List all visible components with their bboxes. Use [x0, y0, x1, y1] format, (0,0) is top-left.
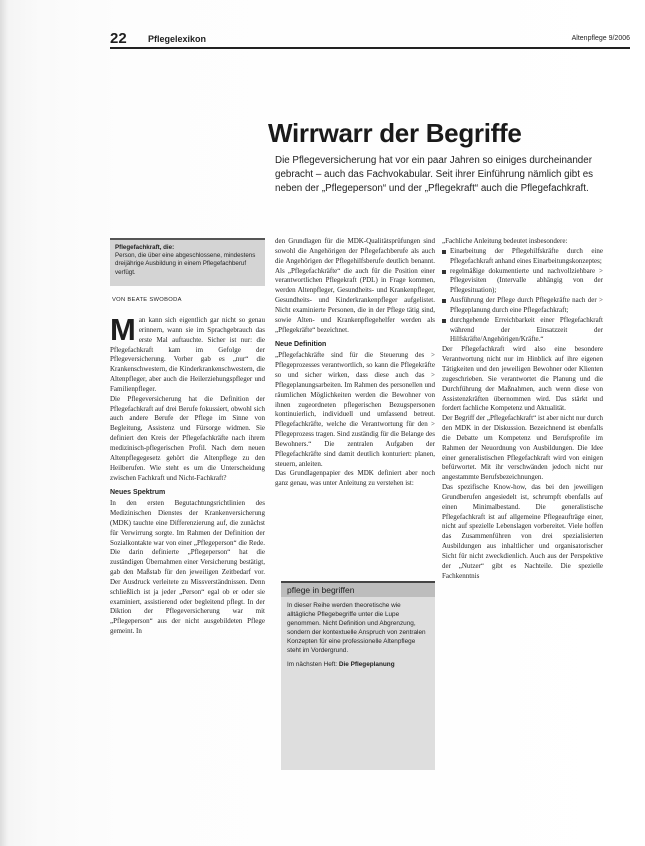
series-heading: pflege in begriffen: [281, 581, 435, 597]
series-body: [281, 597, 435, 770]
bullet-list: [442, 247, 603, 345]
column-1: [110, 316, 265, 816]
paragraph: Das Grundlagenpapier des MDK definiert aber noch ganz genau, was unter Anleitung zu verstehen ist:: [275, 469, 435, 488]
article-lead: Die Pflegeversicherung hat vor ein paar Jahren so einiges durcheinander gebracht – auch das Fachvokabular. Seit ihrer Einführung nämlich gibt es neben der „Pflegeperson“ und der „Pflegekraft“ auch die Pflegefachkraft.: [275, 155, 594, 194]
paragraph: Das spezifische Know-how, das bei den jeweiligen Grundberufen angesiedelt ist, schrumpft ebenfalls auf einen Minimalbestand. Die generalistische Pflegefachkraft ist auf allgemeine Pflegeaufträge einer, nicht auf spezielle Lebenslagen vorbereitet. Viele hoffen das Zusammenführen von drei spezialisierten Ausbildungen aus inhaltlicher und organisatorischer Sicht für nicht zweckdienlich. Auch aus der Perspektive der „Nutzer“ gibt es Nachteile. Die spezielle Fachkenntnis: [442, 483, 603, 580]
paragraph: Die Pflegeversicherung hat die Definition der Pflegefachkraft auf drei Berufe fokussiert, obwohl sich auch andere Berufe der Pflege im Sinne von Begleitung, Assistenz und Fürsorge widmen. Sie definiert den Kreis der Pflegefachkräfte nach ihrem medizinisch-pflegerischen Profil. Nach dem neuen Altenpflegegesetz gehört die Altenpflege zu den Heilberufen. Wie steht es um die Unterscheidung zwischen Fachkraft und Nicht-Fachkraft?: [110, 394, 265, 482]
paragraph: „Pflegefachkräfte sind für die Steuerung des > Pflegeprozesses verantwortlich, so kann die Pflegekräfte so und sicher wirken, dass diese auch das > Pflegeplanungsarbeiten. Im Rahmen des personellen und räumlichen Möglichkeiten werden die Bewohner von ihnen zugeordneten pflegerischen Bezugspersonen kontinuierlich, individuell und umfassend betreut. Pflegefachkräfte, welche die Verantwortung für den > Pflegeprozess tragen. Sind zuständig für die Belange des Bewohners.“ Die zentralen Aufgaben der Pflegefachkräfte sind damit deutlich konturiert: planen, steuern, anleiten.: [275, 351, 435, 468]
column-2: [275, 237, 435, 577]
subheading: Neues Spektrum: [110, 489, 166, 497]
list-item: Einarbeitung der Pflegehilfskräfte durch eine Pflegefachkraft anhand eines Einarbeitungskonzeptes;: [442, 247, 603, 267]
series-box: [281, 581, 435, 773]
article-title: Wirrwarr der Begriffe: [268, 118, 522, 148]
paragraph: den Grundlagen für die MDK-Qualitätsprüfungen sind sowohl die Angehörigen der Pflegefachberufe als auch die Angehörigen der Pflegehilfsberufe deutlich benannt. Als „Pflegefachkräfte“ die auch für die Position einer verantwortlichen Pflegekraft (PDL) in Frage kommen, werden Altenpfleger, Gesundheits- und Krankenpfleger, Gesundheits- und Kinderkrankenpfleger aufgelistet. Nicht examinierte Personen, die in der Pflege tätig sind, sowie Alten- und Krankenpflegehelfer werden als „Pflegekräfte“ bezeichnet.: [275, 237, 435, 334]
page-number: 22: [110, 30, 127, 47]
next-issue-label: Im nächsten Heft:: [287, 661, 339, 669]
paragraph: Der Begriff der „Pflegefachkraft“ ist aber nicht nur durch den MDK in der Diskussion. Bezeichnend ist ebenfalls die Debatte um Kompetenz und Berufsprofile im Rahmen der Neuordnung von Ausbildungen. Die Idee einer generalistischen Pflegefachkraft wird von einigen befürwortet. Mit ihr verschwänden jedoch nicht nur angestammte Berufsbezeichnungen.: [442, 414, 603, 482]
definition-text: Person, die über eine abgeschlossene, mindestens dreijährige Ausbildung in einem Pflegefachberuf verfügt.: [115, 252, 256, 276]
list-item: durchgehende Erreichbarkeit einer Pflegefachkraft während der Einsatzzeit der Hilfskräfte/Angehörigen/Kräfte.“: [442, 316, 603, 346]
drop-cap: M: [110, 316, 136, 347]
next-issue-topic: Die Pflegeplanung: [338, 661, 395, 669]
paragraph: In den ersten Begutachtungsrichtlinien des Medizinischen Dienstes der Krankenversicherung (MDK) tauchte eine Differenzierung auf, die zunächst für Verwirrung sorgte. Im Rahmen der Definition der Sozialkontakte war von einer „Pflegeperson“ die Rede. Die darin definierte „Pflegeperson“ hat die zuständigen Übernahmen einer Versicherung bestätigt, gab den Maßstab für den jeweiligen Zeitbedarf vor. Der Ausdruck verleitete zu Missverständnissen. Denn schließlich ist ja jeder „Person“ egal ob er oder sie examiniert, assistierend oder begleitend pflegt. In der Diktion der Pflegeversicherung war mit „Pflegeperson“ aus der nicht ausgebildeten Pflege gemeint. In: [110, 499, 265, 636]
page-edge-shadow: [0, 0, 8, 846]
paragraph: „Fachliche Anleitung bedeutet insbesondere:: [442, 237, 568, 245]
definition-term: Pflegefachkraft, die:: [115, 244, 175, 251]
column-3: [442, 237, 603, 817]
subheading: Neue Definition: [275, 341, 327, 349]
next-issue: [287, 661, 429, 670]
list-item: regelmäßige dokumentierte und nachvollziehbare > Pflegevisiten (Intervalle abhängig von der Pflegesituation);: [442, 267, 603, 297]
header-rule: [110, 47, 630, 49]
byline: VON BEATE SWOBODA: [112, 297, 182, 303]
magazine-issue: Altenpflege 9/2006: [571, 35, 630, 42]
paragraph: Man kann sich eigentlich gar nicht so genau erinnern, wann sie im Sprachgebrauch das erste Mal auftauchte. Sicher ist nur: die Pflegefachkraft kam im Gefolge der Pflegeversicherung. Vorher gab es „nur“ die Krankenschwestern, die Kinderkrankenschwestern, die Altenpfleger, aber auch die Heilerziehungspfleger und Familienpfleger.: [110, 316, 265, 393]
definition-box: [110, 238, 265, 286]
section-name: Pflegelexikon: [148, 34, 207, 44]
list-item: Ausführung der Pflege durch Pflegekräfte nach der > Pflegeplanung durch eine Pflegefachkraft;: [442, 296, 603, 316]
paragraph: Der Pflegefachkraft wird also eine besondere Verantwortung nicht nur im Hinblick auf ihre eigenen Tätigkeiten und den jeweiligen Bewohner oder Klienten zugeschrieben. Sie verantwortet die Planung und die Durchführung der Maßnahmen, auch wenn diese von Assistenzkräften übernommen wird. Das stärkt und fordert fachliche Kompetenz und Aktualität.: [442, 345, 603, 413]
series-text: In dieser Reihe werden theoretische wie alltägliche Pflegebegriffe unter die Lupe genommen. Nicht Definition und Abgrenzung, sondern der kontextuelle Anspruch von zentralen Konzepten für eine professionelle Altenpflege steht im Vordergrund.: [287, 602, 426, 654]
